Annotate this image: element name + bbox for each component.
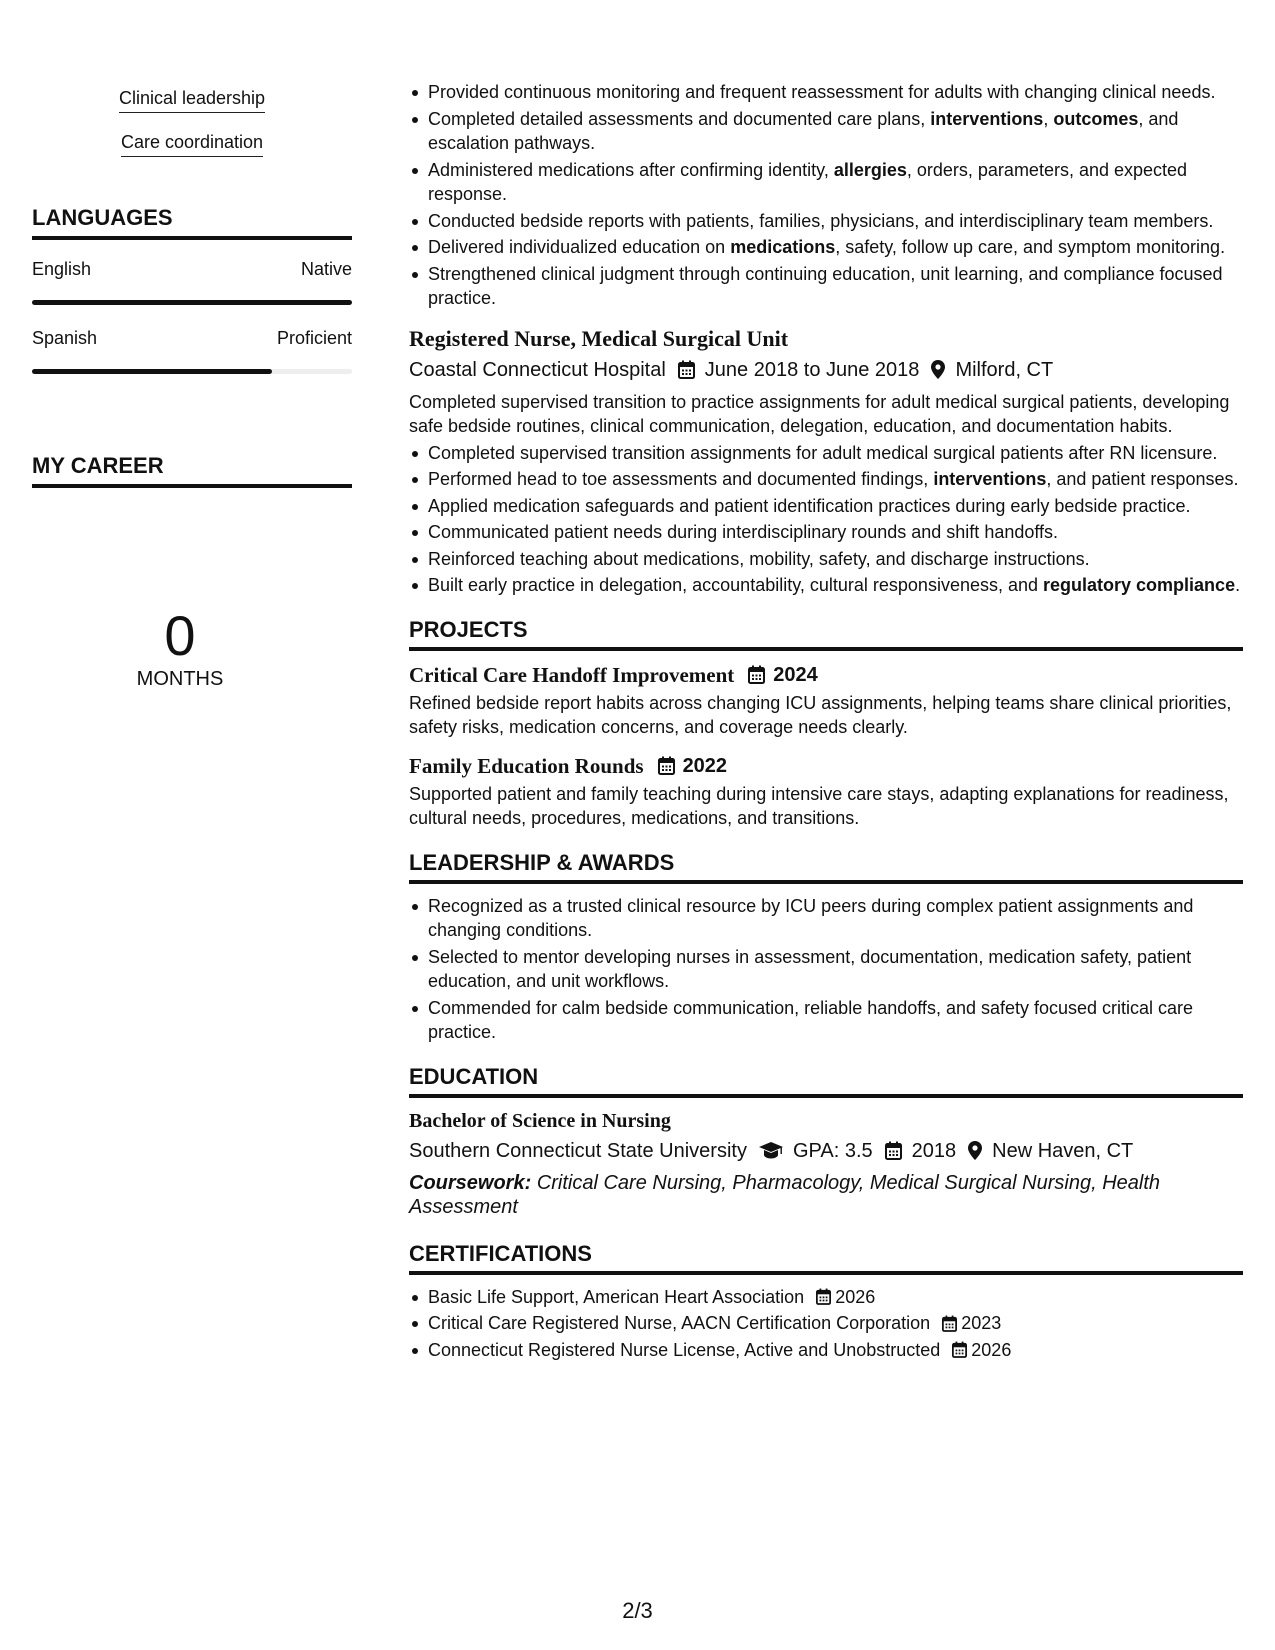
list-item: Completed supervised transition assignments for adult medical surgical patients after RN licensure.	[409, 441, 1243, 466]
list-item: Delivered individualized education on medications, safety, follow up care, and symptom monitoring.	[409, 235, 1243, 260]
certification-year: 2023	[961, 1313, 1002, 1333]
job-location: Milford, CT	[955, 358, 1054, 381]
education-heading: EDUCATION	[409, 1063, 1243, 1098]
calendar-icon	[658, 756, 675, 775]
skill-label: Care coordination	[121, 130, 263, 157]
certifications-heading: CERTIFICATIONS	[409, 1240, 1243, 1275]
map-pin-icon	[968, 1141, 982, 1160]
career-counter	[32, 606, 328, 692]
certification-name: Connecticut Registered Nurse License, Active and Unobstructed	[428, 1339, 941, 1360]
employer: Coastal Connecticut Hospital	[409, 358, 666, 381]
project-title	[409, 661, 1243, 689]
coursework-list: Critical Care Nursing, Pharmacology, Medical Surgical Nursing, Health Assessment	[409, 1171, 1161, 1218]
language-level: Proficient	[276, 328, 352, 348]
graduation-year: 2018	[911, 1139, 957, 1162]
leadership-bullets	[409, 894, 1243, 1045]
job-title: Registered Nurse, Medical Surgical Unit	[409, 325, 789, 351]
list-item: Recognized as a trusted clinical resource by ICU peers during complex patient assignments and changing conditions.	[409, 894, 1243, 943]
skill-label: Clinical leadership	[119, 86, 265, 113]
career-value: 0	[164, 604, 196, 667]
page-number: 2/3	[622, 1598, 653, 1623]
leadership-heading: LEADERSHIP & AWARDS	[409, 849, 1243, 884]
calendar-icon	[952, 1341, 967, 1358]
career-unit: MONTHS	[136, 668, 224, 690]
map-pin-icon	[931, 360, 945, 379]
main-content	[409, 80, 1243, 1364]
career-heading: MY CAREER	[32, 452, 352, 488]
project-title	[409, 752, 1243, 780]
project-year: 2022	[682, 754, 728, 777]
skill-tag	[32, 86, 352, 113]
calendar-icon	[942, 1315, 957, 1332]
project-name: Family Education Rounds	[409, 753, 644, 778]
project-name: Critical Care Handoff Improvement	[409, 662, 735, 687]
list-item	[409, 1311, 1243, 1336]
language-name: English	[32, 259, 92, 279]
project-description: Refined bedside report habits across changing ICU assignments, helping teams share clinical priorities, safety risks, medication concerns, and coverage needs clearly.	[409, 692, 1232, 737]
project-year: 2024	[773, 663, 818, 686]
list-item: Communicated patient needs during interdisciplinary rounds and shift handoffs.	[409, 520, 1243, 545]
certification-year: 2026	[835, 1286, 876, 1307]
list-item: Commended for calm bedside communication, reliable handoffs, and safety focused critical care practice.	[409, 996, 1243, 1045]
language-name: Spanish	[32, 328, 98, 348]
list-item: Applied medication safeguards and patient identification practices during early bedside practice.	[409, 494, 1243, 519]
language-row	[32, 326, 352, 350]
language-bar	[32, 369, 352, 374]
gpa: GPA: 3.5	[792, 1139, 873, 1162]
calendar-icon	[678, 360, 695, 379]
certification-name: Critical Care Registered Nurse, AACN Certification Corporation	[428, 1313, 931, 1333]
list-item: Strengthened clinical judgment through continuing education, unit learning, and compliance focused practice.	[409, 262, 1243, 311]
list-item: Built early practice in delegation, accountability, cultural responsiveness, and regulatory compliance.	[409, 573, 1243, 598]
language-bar	[32, 300, 352, 305]
projects-heading: PROJECTS	[409, 616, 1243, 651]
certification-name: Basic Life Support, American Heart Association	[428, 1286, 805, 1307]
skill-tag	[32, 130, 352, 157]
job-meta	[409, 356, 1243, 384]
list-item: Performed head to toe assessments and documented findings, interventions, and patient responses.	[409, 467, 1243, 492]
job-dates: June 2018 to June 2018	[704, 358, 920, 381]
calendar-icon	[816, 1288, 831, 1305]
list-item: Administered medications after confirming identity, allergies, orders, parameters, and expected response.	[409, 158, 1243, 207]
school-name: Southern Connecticut State University	[409, 1139, 747, 1162]
calendar-icon	[885, 1141, 902, 1160]
list-item: Reinforced teaching about medications, mobility, safety, and discharge instructions.	[409, 547, 1243, 572]
previous-job-bullets	[409, 80, 1243, 311]
school-location: New Haven, CT	[992, 1139, 1134, 1162]
list-item: Conducted bedside reports with patients, families, physicians, and interdisciplinary team members.	[409, 209, 1243, 234]
certifications-list	[409, 1285, 1243, 1363]
list-item: Selected to mentor developing nurses in assessment, documentation, medication safety, patient education, and unit workflows.	[409, 945, 1243, 994]
graduation-cap-icon	[759, 1142, 783, 1159]
language-level: Native	[300, 259, 352, 279]
certification-year: 2026	[971, 1339, 1012, 1360]
language-bar-fill	[32, 369, 272, 374]
job-bullets	[409, 441, 1243, 598]
list-item: Completed detailed assessments and documented care plans, interventions, outcomes, and escalation pathways.	[409, 107, 1243, 156]
degree-title: Bachelor of Science in Nursing	[409, 1109, 671, 1132]
coursework-label: Coursework:	[409, 1171, 532, 1194]
list-item: Provided continuous monitoring and frequent reassessment for adults with changing clinical needs.	[409, 80, 1243, 105]
coursework	[409, 1171, 1243, 1220]
list-item	[409, 1285, 1243, 1310]
calendar-icon	[748, 665, 765, 684]
project-description: Supported patient and family teaching during intensive care stays, adapting explanations for readiness, cultural needs, procedures, medications, and transitions.	[409, 783, 1229, 828]
job-summary: Completed supervised transition to practice assignments for adult medical surgical patients, developing safe bedside routines, clinical communication, delegation, education, and documentation habits.	[409, 391, 1230, 436]
language-bar-fill	[32, 300, 352, 305]
list-item	[409, 1338, 1243, 1363]
education-meta	[409, 1137, 1243, 1165]
language-row	[32, 257, 352, 281]
languages-heading: LANGUAGES	[32, 204, 352, 240]
